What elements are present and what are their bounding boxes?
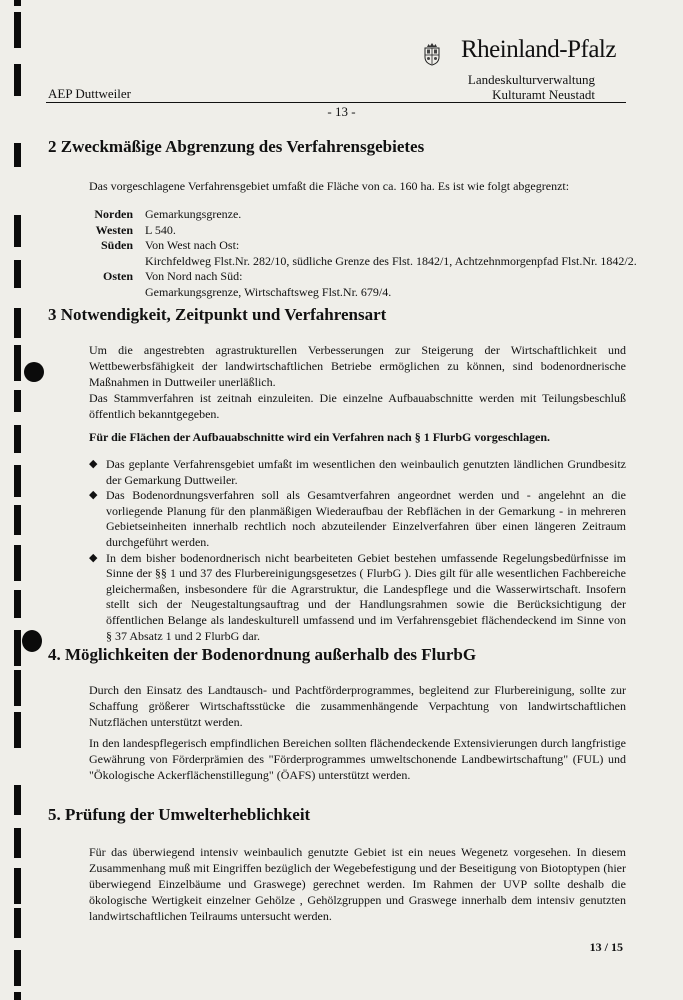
page-number: - 13 - [327, 104, 356, 119]
section-3-heading: 3 Notwendigkeit, Zeitpunkt und Verfahrensart [48, 305, 387, 324]
boundary-value: Von West nach Ost: [145, 238, 240, 252]
page-of-total: 13 / 15 [589, 940, 623, 954]
boundary-row [89, 269, 637, 285]
agency-office: Kulturamt Neustadt [492, 87, 595, 102]
binder-mark [14, 670, 21, 706]
section-2-intro: Das vorgeschlagene Verfahrensgebiet umfaßt die Fläche von ca. 160 ha. Es ist wie folgt abgegrenzt: [89, 179, 570, 193]
header-divider [46, 102, 626, 103]
boundary-value: Gemarkungsgrenze. [145, 207, 242, 221]
binder-mark [14, 260, 21, 288]
boundary-label: Norden [94, 207, 133, 221]
binder-mark [14, 12, 21, 48]
state-crest-icon [423, 42, 441, 66]
binder-mark [14, 590, 21, 618]
agency-block [468, 72, 595, 102]
list-item [89, 551, 626, 645]
state-logo [423, 36, 616, 76]
binder-mark [14, 390, 21, 412]
binder-mark [14, 345, 21, 381]
boundary-value: L 540. [145, 222, 176, 237]
section-3-paragraph-1: Um die angestrebten agrastrukturellen Verbesserungen zur Steigerung der Wirtschaftlichkeit und Wettbewerbsfähigkeit der landwirtschaftlichen Betriebe ermöglichen zu können, sind bodenordnerische Maßnahmen in Duttweiler unerläßlich. [89, 343, 626, 389]
boundary-label: Westen [95, 222, 133, 237]
logo-wordmark: Rheinland-Pfalz [461, 36, 616, 63]
section-4-heading: 4. Möglichkeiten der Bodenordnung außerhalb des FlurbG [48, 645, 477, 664]
binder-mark [14, 64, 21, 96]
section-4-paragraph-1: Durch den Einsatz des Landtausch- und Pachtförderprogrammes, begleitend zur Flurbereinigung, sollte zur Schaffung größerer Wirtschaftsstücke die zusammenhängende Verpachtung von landwirtschaftlichen Nutzflächen unterstützt werden. [89, 683, 626, 729]
project-name: AEP Duttweiler [48, 86, 131, 101]
punch-hole [22, 630, 42, 652]
binder-mark [14, 908, 21, 938]
boundary-row [89, 223, 637, 239]
section-2-heading: 2 Zweckmäßige Abgrenzung des Verfahrensgebietes [48, 137, 425, 156]
binder-mark [14, 465, 21, 497]
section-5-heading: 5. Prüfung der Umwelterheblichkeit [48, 805, 311, 824]
binder-mark [14, 215, 21, 247]
diamond-bullet-icon: ◆ [89, 551, 98, 564]
binder-mark [14, 630, 21, 666]
list-item-text: Das geplante Verfahrensgebiet umfaßt im wesentlichen den weinbaulich genutzten ländlichen Grundbesitz der Gemarkung Duttweiler. [106, 457, 626, 487]
boundary-value: Gemarkungsgrenze, Wirtschaftsweg Flst.Nr. 679/4. [145, 284, 392, 299]
diamond-bullet-icon: ◆ [89, 489, 98, 502]
list-item [89, 457, 626, 488]
list-item-text: In dem bisher bodenordnerisch nicht bearbeiteten Gebiet bestehen umfassende Regelungsbedürfnisse im Sinne der §§ 1 und 37 des Flurbereinigungsgesetzes ( FlurbG ). Dies gilt für alle wesentlichen Fachbereiche gleichermaßen, insbesondere für die Agrarstruktur, die Landespflege und die Wasserwirtschaft. Insofern stellt sich der Neugestaltungsauftrag und der Handlungsrahmen sowie die Berücksichtigung der öffentlichen Belange als landeskulturell umfassend und im Verfahrensgebiet flächendeckend im Sinne von § 37 Absatz 1 und 2 FlurbG dar. [106, 550, 626, 643]
binder-mark [14, 828, 21, 858]
boundary-row [89, 285, 637, 301]
diamond-bullet-icon: ◆ [89, 458, 98, 470]
binder-mark [14, 868, 21, 904]
binder-mark [14, 0, 21, 6]
section-5-paragraph: Für das überwiegend intensiv weinbaulich genutzte Gebiet ist ein neues Wegenetz vorgesehen. In diesem Zusammenhang muß mit Eingriffen bezüglich der Wegebefestigung und der Beseitigung von Biotoptypen (hier überwiegend Einzelbäume und Graswege) gerechnet werden. Im Rahmen der UVP sollte deshalb die ökologische Wertigkeit einzelner Gehölze , Gehölzgruppen und Graswege innerhalb dem intensiv genutzten landwirtschaftlichen Teilraums untersucht werden. [89, 845, 626, 923]
boundary-table [89, 207, 637, 300]
boundary-label: Süden [100, 238, 133, 252]
binder-mark [14, 425, 21, 453]
binder-mark [14, 143, 21, 167]
binder-mark [14, 712, 21, 748]
section-4-paragraph-2: In den landespflegerisch empfindlichen Bereichen sollten flächendeckende Extensivierungen durch langfristige Gewährung von Förderprämien des "Förderprogrammes umweltschonende Landbewirtschaftung" (FUL) und "Ökologische Ackerflächenstillegung" (ÖAFS) unterstützt werden. [89, 736, 626, 782]
boundary-value: Kirchfeldweg Flst.Nr. 282/10, südliche Grenze des Flst. 1842/1, Achtzehnmorgenpfad Flst.Nr. 1842/2. [145, 253, 637, 268]
punch-hole [24, 362, 44, 382]
binder-mark [14, 992, 21, 1000]
binder-mark [14, 505, 21, 535]
boundary-row [89, 207, 637, 223]
boundary-row [89, 238, 637, 254]
boundary-row [89, 254, 637, 270]
binder-mark [14, 308, 21, 338]
list-item [89, 488, 626, 550]
section-3-bullet-list [89, 457, 626, 644]
section-3-paragraph-2: Das Stammverfahren ist zeitnah einzuleiten. Die einzelne Aufbauabschnitte werden mit Teilungsbeschluß öffentlich bekanntgegeben. [89, 391, 626, 421]
binder-mark [14, 950, 21, 986]
binder-mark [14, 545, 21, 581]
boundary-value: Von Nord nach Süd: [145, 269, 243, 283]
agency-name: Landeskulturverwaltung [467, 72, 595, 87]
section-3-proposal: Für die Flächen der Aufbauabschnitte wird ein Verfahren nach § 1 FlurbG vorgeschlagen. [89, 430, 551, 444]
boundary-label: Osten [103, 269, 133, 283]
list-item-text: Das Bodenordnungsverfahren soll als Gesamtverfahren angeordnet werden und - angelehnt an die vorliegende Planung für den planmäßigen Wiederaufbau der Rebflächen in der Gemarkung - in mehreren Gebietseinheiten innerhalb rechtlich noch abzuteilender Einzelverfahren über einen längeren Zeitraum durchgeführt werden. [106, 488, 626, 549]
binder-mark [14, 785, 21, 815]
